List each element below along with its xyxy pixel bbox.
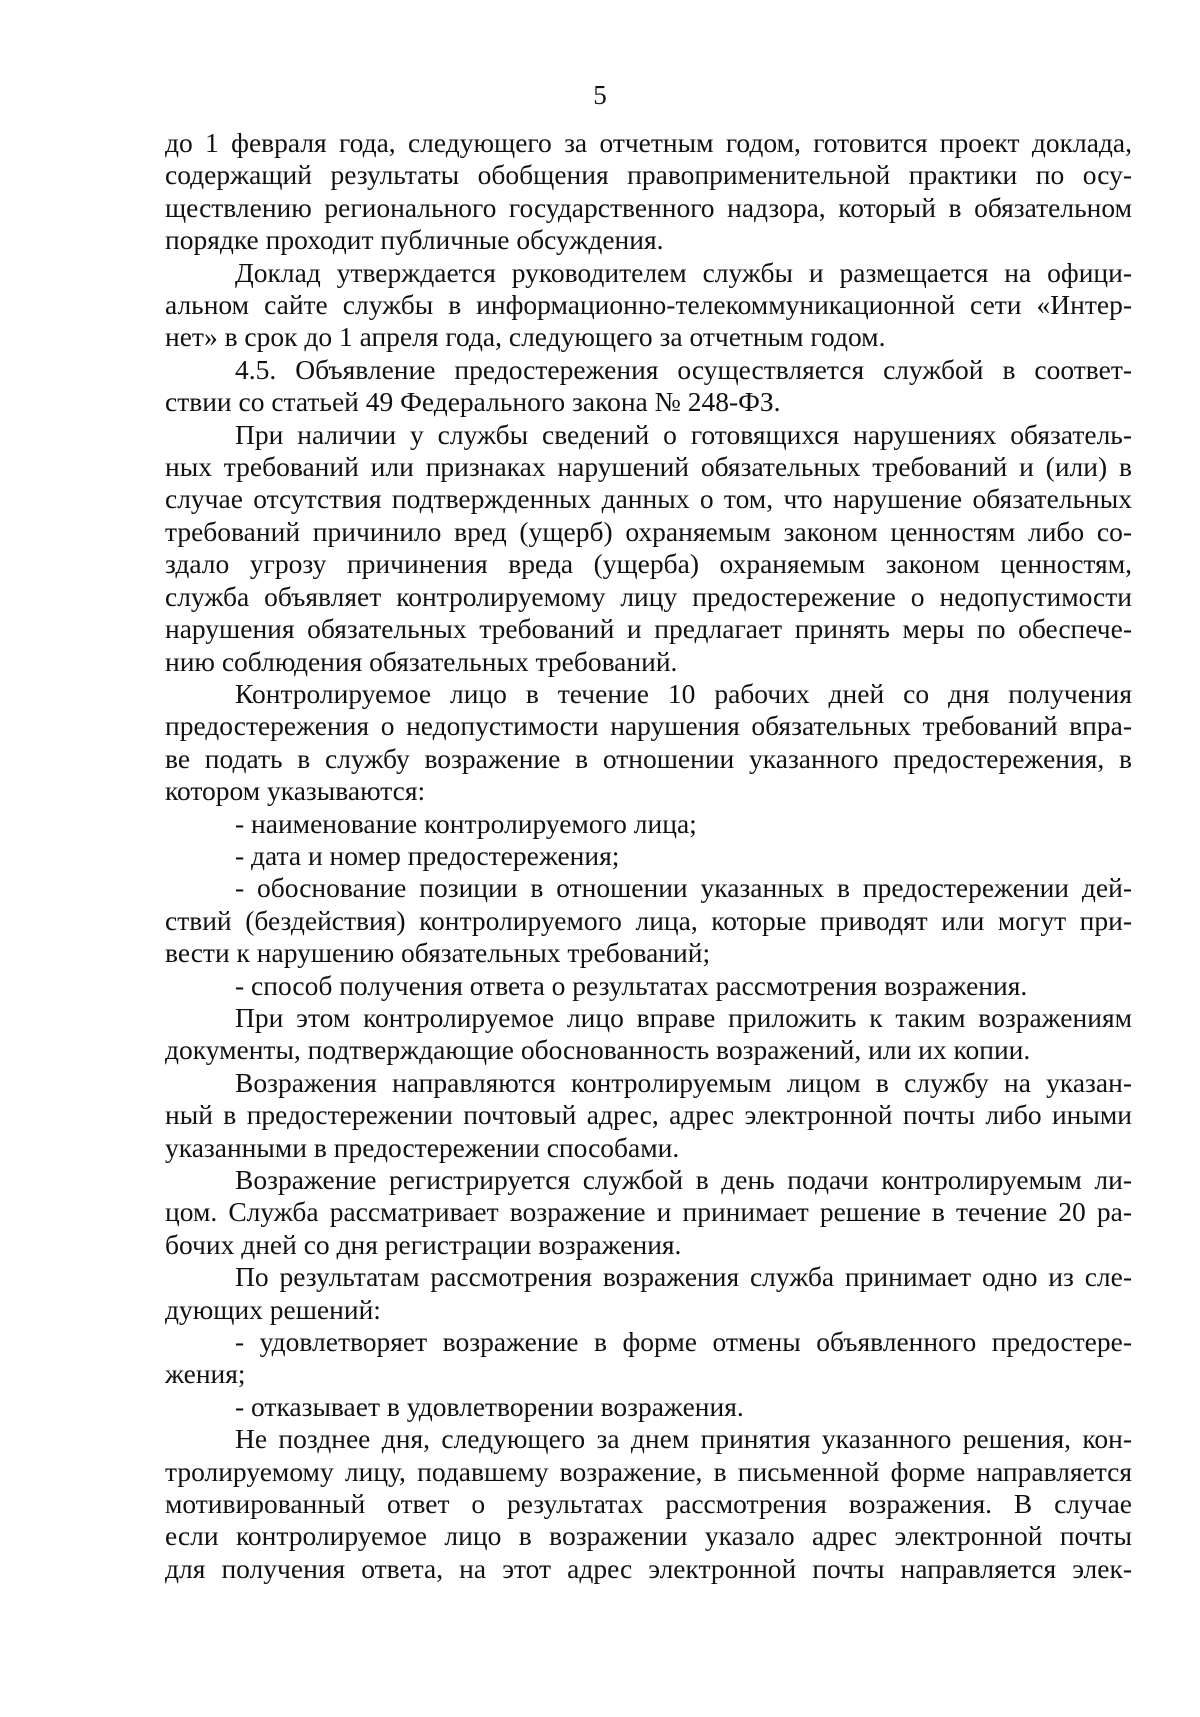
text-line: нет» в срок до 1 апреля года, следующего за отчетным годом.	[165, 321, 886, 353]
text-line: - отказывает в удовлетворении возражения.	[235, 1390, 744, 1422]
text-line: альном сайте службы в информационно-телекоммуникационной сети «Интер-	[165, 289, 1132, 321]
text-line: Контролируемое лицо в течение 10 рабочих дней со дня получения	[235, 677, 1132, 709]
text-line: до 1 февраля года, следующего за отчетным годом, готовится проект доклада,	[165, 127, 1132, 158]
text-line: бочих дней со дня регистрации возражения.	[165, 1228, 682, 1260]
text-line: 4.5. Объявление предостережения осуществляется службой в соответ-	[235, 353, 1132, 385]
text-line: - дата и номер предостережения;	[235, 839, 620, 871]
text-line: ществлению регионального государственного надзора, который в обязательном	[165, 191, 1132, 223]
text-line: - наименование контролируемого лица;	[235, 807, 697, 839]
text-line: По результатам рассмотрения возражения служба принимает одно из сле-	[235, 1261, 1132, 1293]
text-line: Возражение регистрируется службой в день подачи контролируемым ли-	[235, 1164, 1132, 1195]
text-line: ствий (бездействия) контролируемого лица, которые приводят или могут при-	[165, 904, 1132, 936]
text-line: - способ получения ответа о результатах рассмотрения возражения.	[235, 969, 1028, 1001]
text-line: содержащий результаты обобщения правоприменительной практики по осу-	[165, 159, 1132, 191]
text-line: если контролируемое лицо в возражении указало адрес электронной почты	[165, 1520, 1132, 1552]
page-number: 5	[593, 80, 607, 110]
text-line: ствии со статьей 49 Федерального закона № 248-ФЗ.	[165, 386, 781, 418]
text-line: предостережения о недопустимости нарушения обязательных требований впра-	[165, 710, 1132, 742]
text-line: для получения ответа, на этот адрес электронной почты направляется элек-	[165, 1552, 1132, 1584]
text-line: котором указываются:	[165, 775, 426, 807]
text-line: порядке проходит публичные обсуждения.	[165, 224, 664, 256]
text-line: - обоснование позиции в отношении указанных в предостережении дей-	[235, 872, 1132, 904]
text-line: ве подать в службу возражение в отношении указанного предостережения, в	[165, 742, 1132, 774]
text-line: ный в предостережении почтовый адрес, адрес электронной почты либо иными	[165, 1099, 1132, 1131]
text-line: При этом контролируемое лицо вправе приложить к таким возражениям	[235, 1001, 1132, 1033]
text-line: Не позднее дня, следующего за днем принятия указанного решения, кон-	[235, 1423, 1132, 1455]
text-line: мотивированный ответ о результатах рассмотрения возражения. В случае	[165, 1488, 1132, 1520]
text-line: жения;	[165, 1358, 246, 1390]
text-line: документы, подтверждающие обоснованность возражений, или их копии.	[165, 1034, 1031, 1066]
text-line: нарушения обязательных требований и предлагает принять меры по обеспече-	[165, 613, 1132, 645]
text-line: тролируемому лицу, подавшему возражение, в письменной форме направляется	[165, 1455, 1132, 1487]
text-line: дующих решений:	[165, 1293, 381, 1325]
text-line: нию соблюдения обязательных требований.	[165, 645, 678, 677]
document-body	[165, 127, 1132, 1585]
text-line: указанными в предостережении способами.	[165, 1131, 680, 1163]
text-line: цом. Служба рассматривает возражение и принимает решение в течение 20 ра-	[165, 1196, 1132, 1228]
text-line: случае отсутствия подтвержденных данных о том, что нарушение обязательных	[165, 483, 1132, 515]
text-line: служба объявляет контролируемому лицу предостережение о недопустимости	[165, 580, 1132, 612]
text-line: Доклад утверждается руководителем службы и размещается на офици-	[235, 256, 1132, 288]
text-line: здало угрозу причинения вреда (ущерба) охраняемым законом ценностям,	[165, 548, 1132, 580]
text-line: Возражения направляются контролируемым лицом в службу на указан-	[235, 1066, 1132, 1098]
text-line: вести к нарушению обязательных требований;	[165, 937, 711, 969]
text-line: ных требований или признаках нарушений обязательных требований и (или) в	[165, 451, 1132, 483]
text-line: При наличии у службы сведений о готовящихся нарушениях обязатель-	[235, 418, 1132, 450]
text-line: требований причинило вред (ущерб) охраняемым законом ценностям либо со-	[165, 515, 1132, 547]
text-line: - удовлетворяет возражение в форме отмены объявленного предостере-	[235, 1326, 1132, 1358]
